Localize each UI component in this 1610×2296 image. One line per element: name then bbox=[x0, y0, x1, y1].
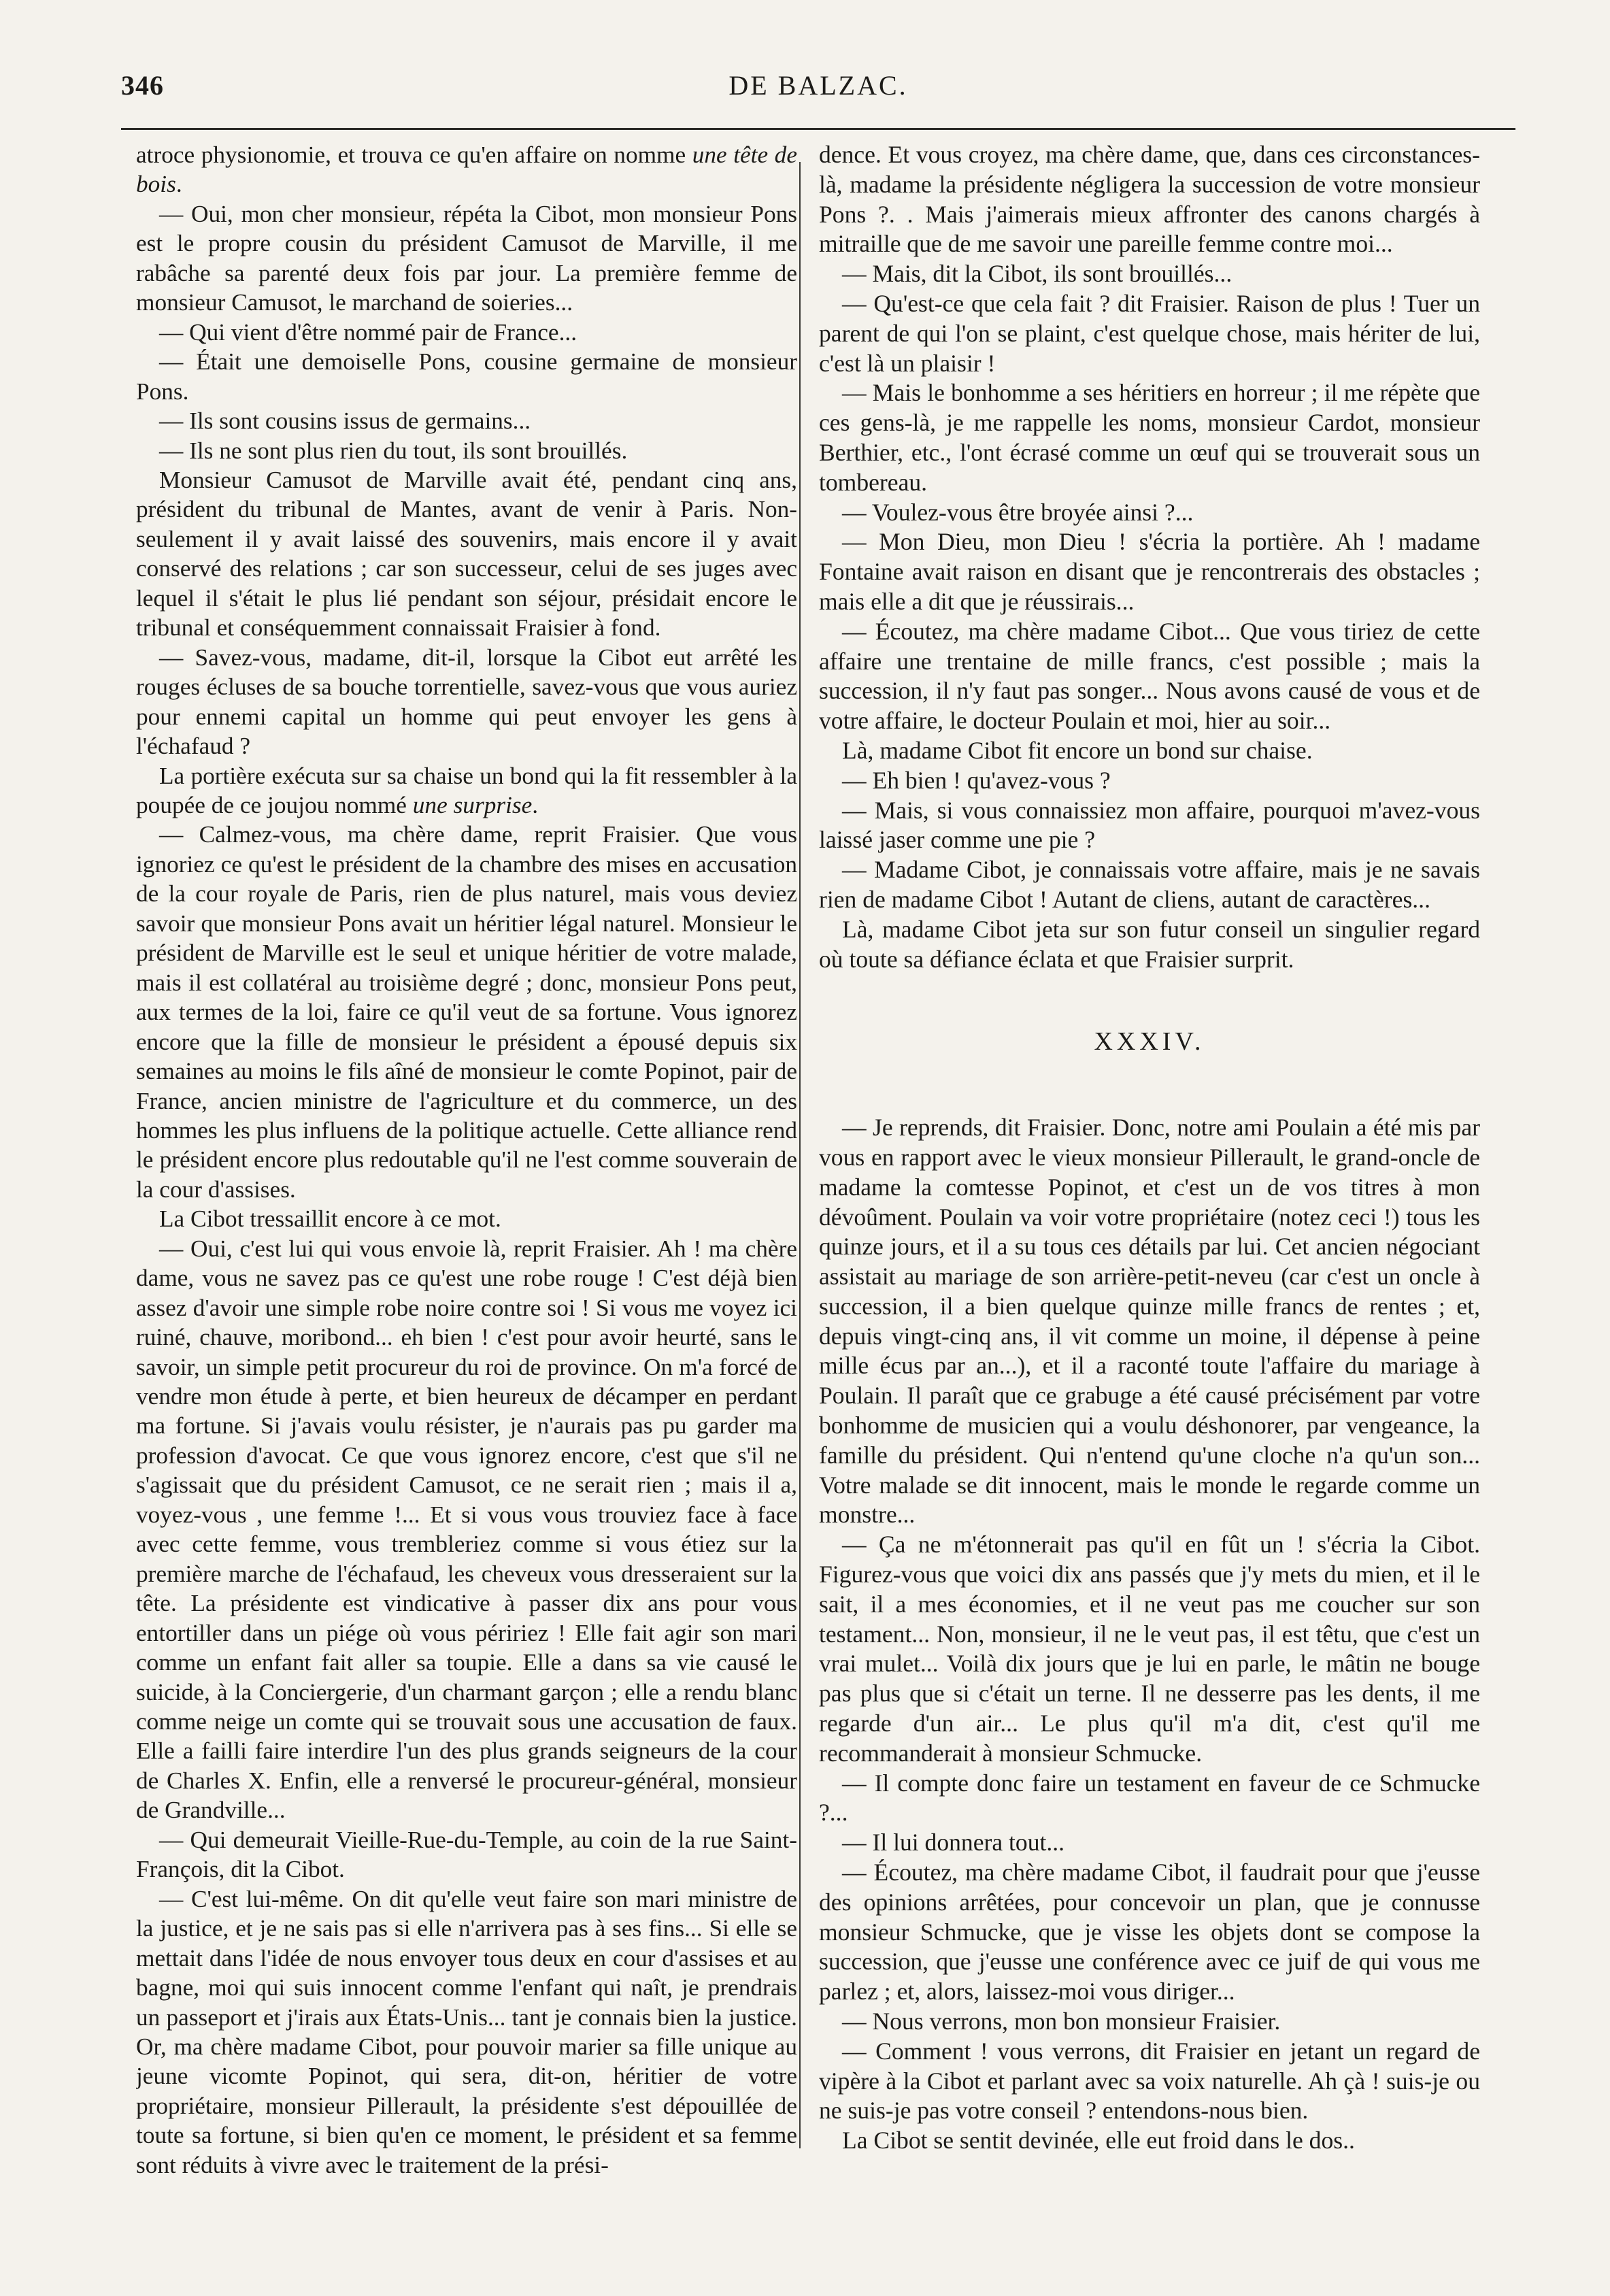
paragraph-text: — Ça ne m'étonnerait pas qu'il en fût un ! s'écria la Cibot. Figurez-vous que voici dix ans passés que j'y mets du mien, et il le sait, il a mes économies, et il ne veut pas me coucher sur son testament... Non, monsieur, il ne le veut pas, il est têtu, que c'est un vrai mulet... Voilà dix jours que je lui en parle, le mâtin ne bouge pas plus que si c'était un terne. Il ne desserre pas les dents, il me regarde d'un air... Le plus qu'il m'a dit, c'est qu'il me recommanderait à monsieur Schmucke. bbox=[819, 1531, 1480, 1767]
paragraph-text: — Qu'est-ce que cela fait ? dit Fraisier. Raison de plus ! Tuer un parent de qui l'on se plaint, c'est quelque chose, mais hériter de lui, c'est là un plaisir ! bbox=[819, 289, 1480, 377]
paragraph-text: — Ils ne sont plus rien du tout, ils sont brouillés. bbox=[159, 437, 628, 464]
paragraph bbox=[136, 199, 797, 318]
paragraph bbox=[819, 527, 1480, 616]
paragraph-text: — Mon Dieu, mon Dieu ! s'écria la portière. Ah ! madame Fontaine avait raison en disant que je rencontrerais des obstacles ; mais elle a dit que je réussirais... bbox=[819, 528, 1480, 615]
left-text-column bbox=[136, 140, 797, 2181]
paragraph-text: — Je reprends, dit Fraisier. Donc, notre ami Poulain a été mis par vous en rapport avec le vieux monsieur Pillerault, le grand-oncle de madame la comtesse Popinot, et c'est un de vos titres à mon dévoûment. Poulain va voir votre propriétaire (notez ceci !) tous les quinze jours, et il a su tous ces détails par lui. Cet ancien négociant assistait au mariage de son arrière-petit-neveu (car c'est un oncle à succession, il a bien quelque quinze mille francs de rentes ; et, depuis vingt-cinq ans, il vit comme un moine, il dépense à peine mille écus par an...), et il a raconté toute l'affaire du mariage à Poulain. Il paraît que ce grabuge a été causé précisément par votre bonhomme de musicien qui a voulu déshonorer, par vengeance, la famille du président. Qui n'entend qu'une cloche n'a qu'un son... Votre malade se dit innocent, mais le monde le regarde comme un monstre... bbox=[819, 1114, 1480, 1529]
paragraph bbox=[136, 1825, 797, 1884]
paragraph bbox=[136, 347, 797, 406]
paragraph bbox=[819, 1858, 1480, 2007]
paragraph bbox=[136, 761, 797, 820]
paragraph-text: La portière exécuta sur sa chaise un bond qui la fit ressembler à la poupée de ce joujou nommé bbox=[136, 762, 797, 818]
paragraph bbox=[819, 796, 1480, 856]
paragraph-text: Là, madame Cibot fit encore un bond sur chaise. bbox=[842, 736, 1313, 764]
paragraph-text: — Écoutez, ma chère madame Cibot, il faudrait pour que j'eusse des opinions arrêtées, pour concevoir un plan, que je connusse monsieur Schmucke, que je visse les objets dont se compose la succession, que j'eusse une conférence avec ce juif de qui vous me parlez ; et, alors, laissez-moi vous diriger... bbox=[819, 1859, 1480, 2006]
continued-paragraph bbox=[819, 140, 1480, 259]
paragraph bbox=[819, 915, 1480, 975]
paragraph bbox=[136, 820, 797, 1204]
paragraph-text: — Voulez-vous être broyée ainsi ?... bbox=[842, 498, 1194, 526]
paragraph bbox=[819, 1828, 1480, 1858]
paragraph bbox=[819, 259, 1480, 289]
paragraph bbox=[819, 1769, 1480, 1829]
paragraph bbox=[819, 289, 1480, 378]
italic-term: une tête de bois bbox=[136, 142, 797, 198]
paragraph bbox=[819, 1113, 1480, 1530]
continued-paragraph bbox=[136, 140, 797, 199]
paragraph-text: Monsieur Camusot de Marville avait été, pendant cinq ans, président du tribunal de Mantes, avant de venir à Paris. Non-seulement il y avait laissé des souvenirs, mais encore il y avait conservé des relations ; car son successeur, celui de ses juges avec lequel il s'était le plus lié pendant son séjour, présidait encore le tribunal et conséquemment connaissait Fraisier à fond. bbox=[136, 466, 797, 642]
paragraph-text: dence. Et vous croyez, ma chère dame, que, dans ces circonstances-là, madame la présidente négligera la succession de votre monsieur Pons ?. . Mais j'aimerais mieux affronter des canons chargés à mitraille que de me savoir une pareille femme contre moi... bbox=[819, 141, 1480, 258]
paragraph-text: — Oui, c'est lui qui vous envoie là, reprit Fraisier. Ah ! ma chère dame, vous ne savez pas ce qu'est une robe rouge ! C'est déjà bien assez d'avoir une simple robe noire contre soi ! Si vous me voyez ici ruiné, chauve, moribond... eh bien ! c'est pour avoir heurté, sans le savoir, un simple petit procureur du roi de province. On m'a forcé de vendre mon étude à perte, et bien heureux de décamper en perdant ma fortune. Si j'avais voulu résister, je n'aurais pas pu garder ma profession d'avocat. Ce que vous ignorez encore, c'est que s'il ne s'agissait que du président Camusot, ce ne serait rien ; mais il a, voyez-vous , une femme !... Et si vous vous trouviez face à face avec cette femme, vous trembleriez comme si vous étiez sur la première marche de l'échafaud, les cheveux vous dresseraient sur la tête. La présidente est vindicative à passer dix ans pour vous entortiller dans un piége où vous péririez ! Elle fait agir son mari comme un enfant fait aller sa toupie. Elle a dans sa vie causé le suicide, à la Conciergerie, d'un charmant garçon ; elle a rendu blanc comme neige un comte qui se trouvait sous une accusation de faux. Elle a failli faire interdire l'un des plus grands seigneurs de la cour de Charles X. Enfin, elle a renversé le procureur-général, monsieur de Grandville... bbox=[136, 1235, 797, 1824]
paragraph bbox=[136, 436, 797, 465]
italic-term: une surprise bbox=[412, 791, 533, 818]
paragraph-text: — Ils sont cousins issus de germains... bbox=[159, 407, 531, 435]
trailing-punctuation: . bbox=[532, 791, 539, 818]
paragraph bbox=[136, 1204, 797, 1233]
paragraph bbox=[819, 2126, 1480, 2156]
page-number: 346 bbox=[121, 70, 164, 101]
paragraph-text: — Qui demeurait Vieille-Rue-du-Temple, au coin de la rue Saint-François, dit la Cibot. bbox=[136, 1826, 797, 1883]
paragraph-text: — Il lui donnera tout... bbox=[842, 1829, 1065, 1857]
paragraph bbox=[819, 855, 1480, 915]
header-rule bbox=[121, 128, 1515, 130]
paragraph bbox=[819, 617, 1480, 736]
paragraph bbox=[136, 643, 797, 761]
paragraph bbox=[819, 2007, 1480, 2037]
paragraph-text: — Nous verrons, mon bon monsieur Fraisier. bbox=[842, 2008, 1281, 2035]
paragraph-text: — Madame Cibot, je connaissais votre affaire, mais je ne savais rien de madame Cibot ! Autant de cliens, autant de caractères... bbox=[819, 856, 1480, 913]
paragraph-text: La Cibot se sentit devinée, elle eut froid dans le dos.. bbox=[842, 2127, 1355, 2154]
paragraph bbox=[136, 318, 797, 347]
column-divider bbox=[799, 162, 801, 2148]
paragraph-text: — Oui, mon cher monsieur, répéta la Cibot, mon monsieur Pons est le propre cousin du président Camusot de Marville, il me rabâche sa parenté deux fois par jour. La première femme de monsieur Camusot, le marchand de soieries... bbox=[136, 200, 797, 316]
paragraph-text: — Mais, si vous connaissiez mon affaire, pourquoi m'avez-vous laissé jaser comme une pie ? bbox=[819, 796, 1480, 854]
paragraph-text: — Calmez-vous, ma chère dame, reprit Fraisier. Que vous ignoriez ce qu'est le président de la chambre des mises en accusation de la cour royale de Paris, rien de plus naturel, mais vous deviez savoir que monsieur Pons avait un héritier légal naturel. Monsieur le président de Marville est le seul et unique héritier de votre malade, mais il est collatéral au troisième degré ; donc, monsieur Pons peut, aux termes de la loi, faire ce qu'il veut de sa fortune. Vous ignorez encore que la fille de monsieur le président a épousé depuis six semaines au moins le fils aîné de monsieur le comte Popinot, pair de France, ancien ministre de l'agriculture et du commerce, un des hommes les plus influens de la politique actuelle. Cette alliance rend le président encore plus redoutable qu'il ne l'est comme souverain de la cour d'assises. bbox=[136, 821, 797, 1203]
paragraph-text: — Écoutez, ma chère madame Cibot... Que vous tiriez de cette affaire une trentaine de mille francs, c'est possible ; mais la succession, il n'y faut pas songer... Nous avons causé de vous et de votre affaire, le docteur Poulain et moi, hier au soir... bbox=[819, 617, 1480, 735]
paragraph-text: — Était une demoiselle Pons, cousine germaine de monsieur Pons. bbox=[136, 348, 797, 405]
running-head: DE BALZAC. bbox=[728, 70, 908, 101]
paragraph bbox=[136, 1234, 797, 1825]
paragraph bbox=[136, 1884, 797, 2180]
paragraph-text: La Cibot tressaillit encore à ce mot. bbox=[159, 1205, 501, 1233]
paragraph bbox=[819, 378, 1480, 497]
paragraph-text: — Comment ! vous verrons, dit Fraisier en jetant un regard de vipère à la Cibot et parlant avec sa voix naturelle. Ah çà ! suis-je ou ne suis-je pas votre conseil ? entendons-nous bien. bbox=[819, 2037, 1480, 2125]
paragraph-text: — Il compte donc faire un testament en faveur de ce Schmucke ?... bbox=[819, 1769, 1480, 1827]
paragraph-text: — Mais le bonhomme a ses héritiers en horreur ; il me répète que ces gens-là, je me rappelle les noms, monsieur Cardot, monsieur Berthier, etc., l'ont écrasé comme un œuf qui se trouverait sous un tombereau. bbox=[819, 379, 1480, 496]
paragraph bbox=[819, 2037, 1480, 2126]
paragraph bbox=[136, 465, 797, 643]
paragraph-text: atroce physionomie, et trouva ce qu'en affaire on nomme bbox=[136, 142, 692, 168]
page-header bbox=[121, 64, 1515, 106]
trailing-punctuation: . bbox=[175, 171, 182, 198]
paragraph-text: — Eh bien ! qu'avez-vous ? bbox=[842, 766, 1111, 794]
paragraph bbox=[819, 736, 1480, 766]
paragraph-text: — C'est lui-même. On dit qu'elle veut faire son mari ministre de la justice, et je ne sais pas si elle n'arrivera pas à ses fins... Si elle se mettait dans l'idée de nous envoyer tous deux en cour d'assises et au bagne, moi qui suis innocent comme l'enfant qui naît, je prendrais un passeport et j'irais aux États-Unis... tant je connais bien la justice. Or, ma chère madame Cibot, pour pouvoir marier sa fille unique au jeune vicomte Popinot, qui sera, dit-on, héritier de votre propriétaire, monsieur Pillerault, la présidente s'est dépouillée de toute sa fortune, si bien qu'en ce moment, le président et sa femme sont réduits à vivre avec le traitement de la prési- bbox=[136, 1885, 797, 2178]
paragraph-text: Là, madame Cibot jeta sur son futur conseil un singulier regard où toute sa défiance éclata et que Fraisier surprit. bbox=[819, 915, 1480, 973]
paragraph-text: — Savez-vous, madame, dit-il, lorsque la Cibot eut arrêté les rouges écluses de sa bouche torrentielle, savez-vous que vous auriez pour ennemi capital un homme qui peut envoyer les gens à l'échafaud ? bbox=[136, 644, 797, 760]
paragraph bbox=[819, 1530, 1480, 1768]
paragraph bbox=[136, 406, 797, 435]
paragraph bbox=[819, 498, 1480, 528]
paragraph-text: — Qui vient d'être nommé pair de France... bbox=[159, 318, 577, 346]
paragraph-text: — Mais, dit la Cibot, ils sont brouillés... bbox=[842, 260, 1232, 288]
right-text-column bbox=[819, 140, 1480, 2181]
chapter-heading: XXXIV. bbox=[1094, 1027, 1205, 1057]
paragraph bbox=[819, 766, 1480, 796]
